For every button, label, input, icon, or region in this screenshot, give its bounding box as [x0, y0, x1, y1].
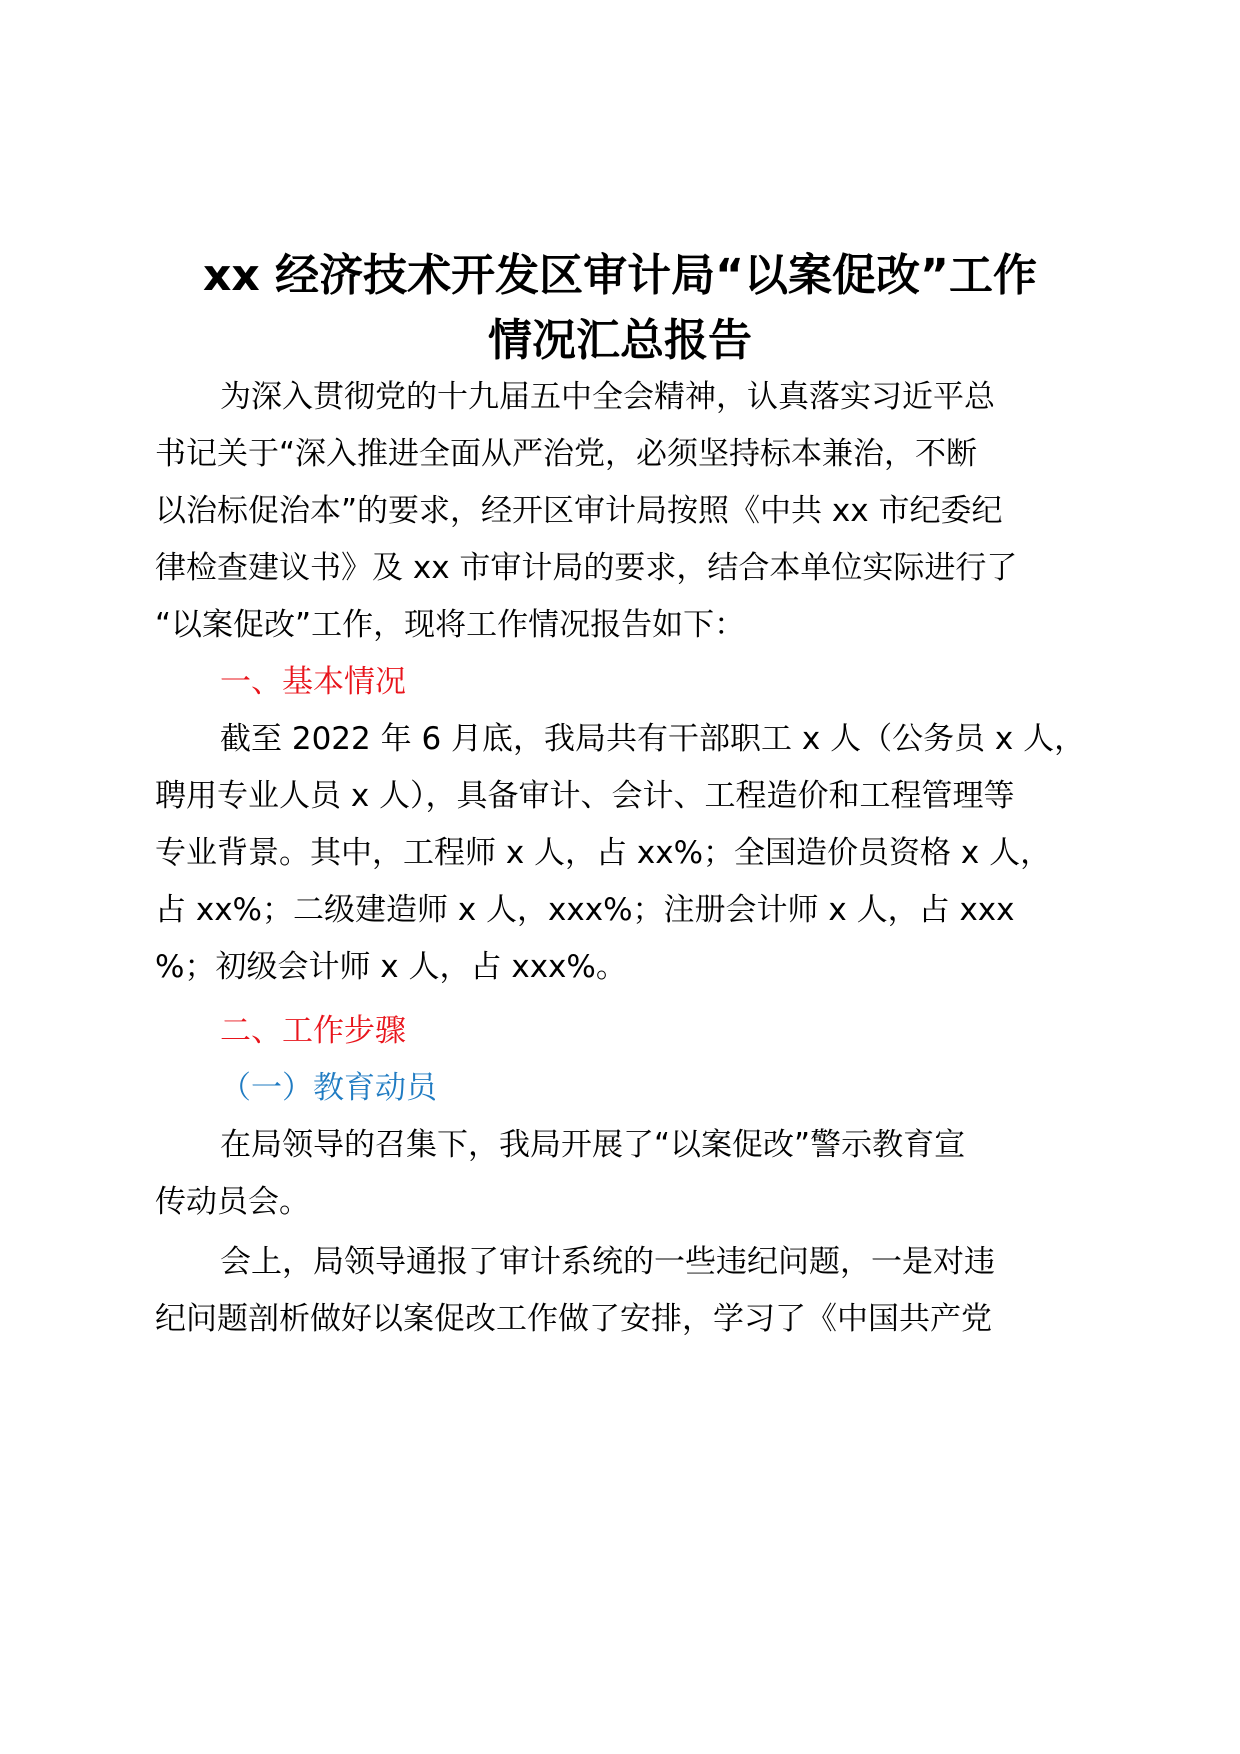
- section-heading-work-steps: 二、工作步骤: [220, 1013, 406, 1049]
- section1-line-4: 占 xx%；二级建造师 x 人，xxx%；注册会计师 x 人，占 xxx: [155, 892, 1015, 928]
- section1-line-1: 截至 2022 年 6 月底，我局共有干部职工 x 人（公务员 x 人，: [220, 721, 1086, 757]
- intro-line-3: 以治标促治本”的要求，经开区审计局按照《中共 xx 市纪委纪: [155, 493, 1003, 529]
- document-title-line-2: 情况汇总报告: [488, 315, 752, 366]
- subsection1-para1-line-2: 传动员会。: [155, 1184, 310, 1220]
- subsection-heading-education: （一）教育动员: [220, 1070, 437, 1106]
- section-heading-basic-info: 一、基本情况: [220, 664, 406, 700]
- subsection1-para2-line-1: 会上，局领导通报了审计系统的一些违纪问题，一是对违: [220, 1244, 995, 1280]
- intro-line-2: 书记关于“深入推进全面从严治党，必须坚持标本兼治，不断: [155, 436, 978, 472]
- section1-line-2: 聘用专业人员 x 人），具备审计、会计、工程造价和工程管理等: [155, 778, 1015, 814]
- subsection1-para1-line-1: 在局领导的召集下，我局开展了“以案促改”警示教育宣: [220, 1127, 966, 1163]
- intro-line-1: 为深入贯彻党的十九届五中全会精神，认真落实习近平总: [220, 379, 995, 415]
- subsection1-para2-line-2: 纪问题剖析做好以案促改工作做了安排，学习了《中国共产党: [155, 1301, 992, 1337]
- intro-line-5: “以案促改”工作，现将工作情况报告如下：: [155, 607, 746, 643]
- section1-line-5: %；初级会计师 x 人，占 xxx%。: [155, 949, 627, 985]
- intro-line-4: 律检查建议书》及 xx 市审计局的要求，结合本单位实际进行了: [155, 550, 1018, 586]
- section1-line-3: 专业背景。其中，工程师 x 人，占 xx%；全国造价员资格 x 人，: [155, 835, 1052, 871]
- document-title-line-1: xx 经济技术开发区审计局“以案促改”工作: [203, 250, 1037, 301]
